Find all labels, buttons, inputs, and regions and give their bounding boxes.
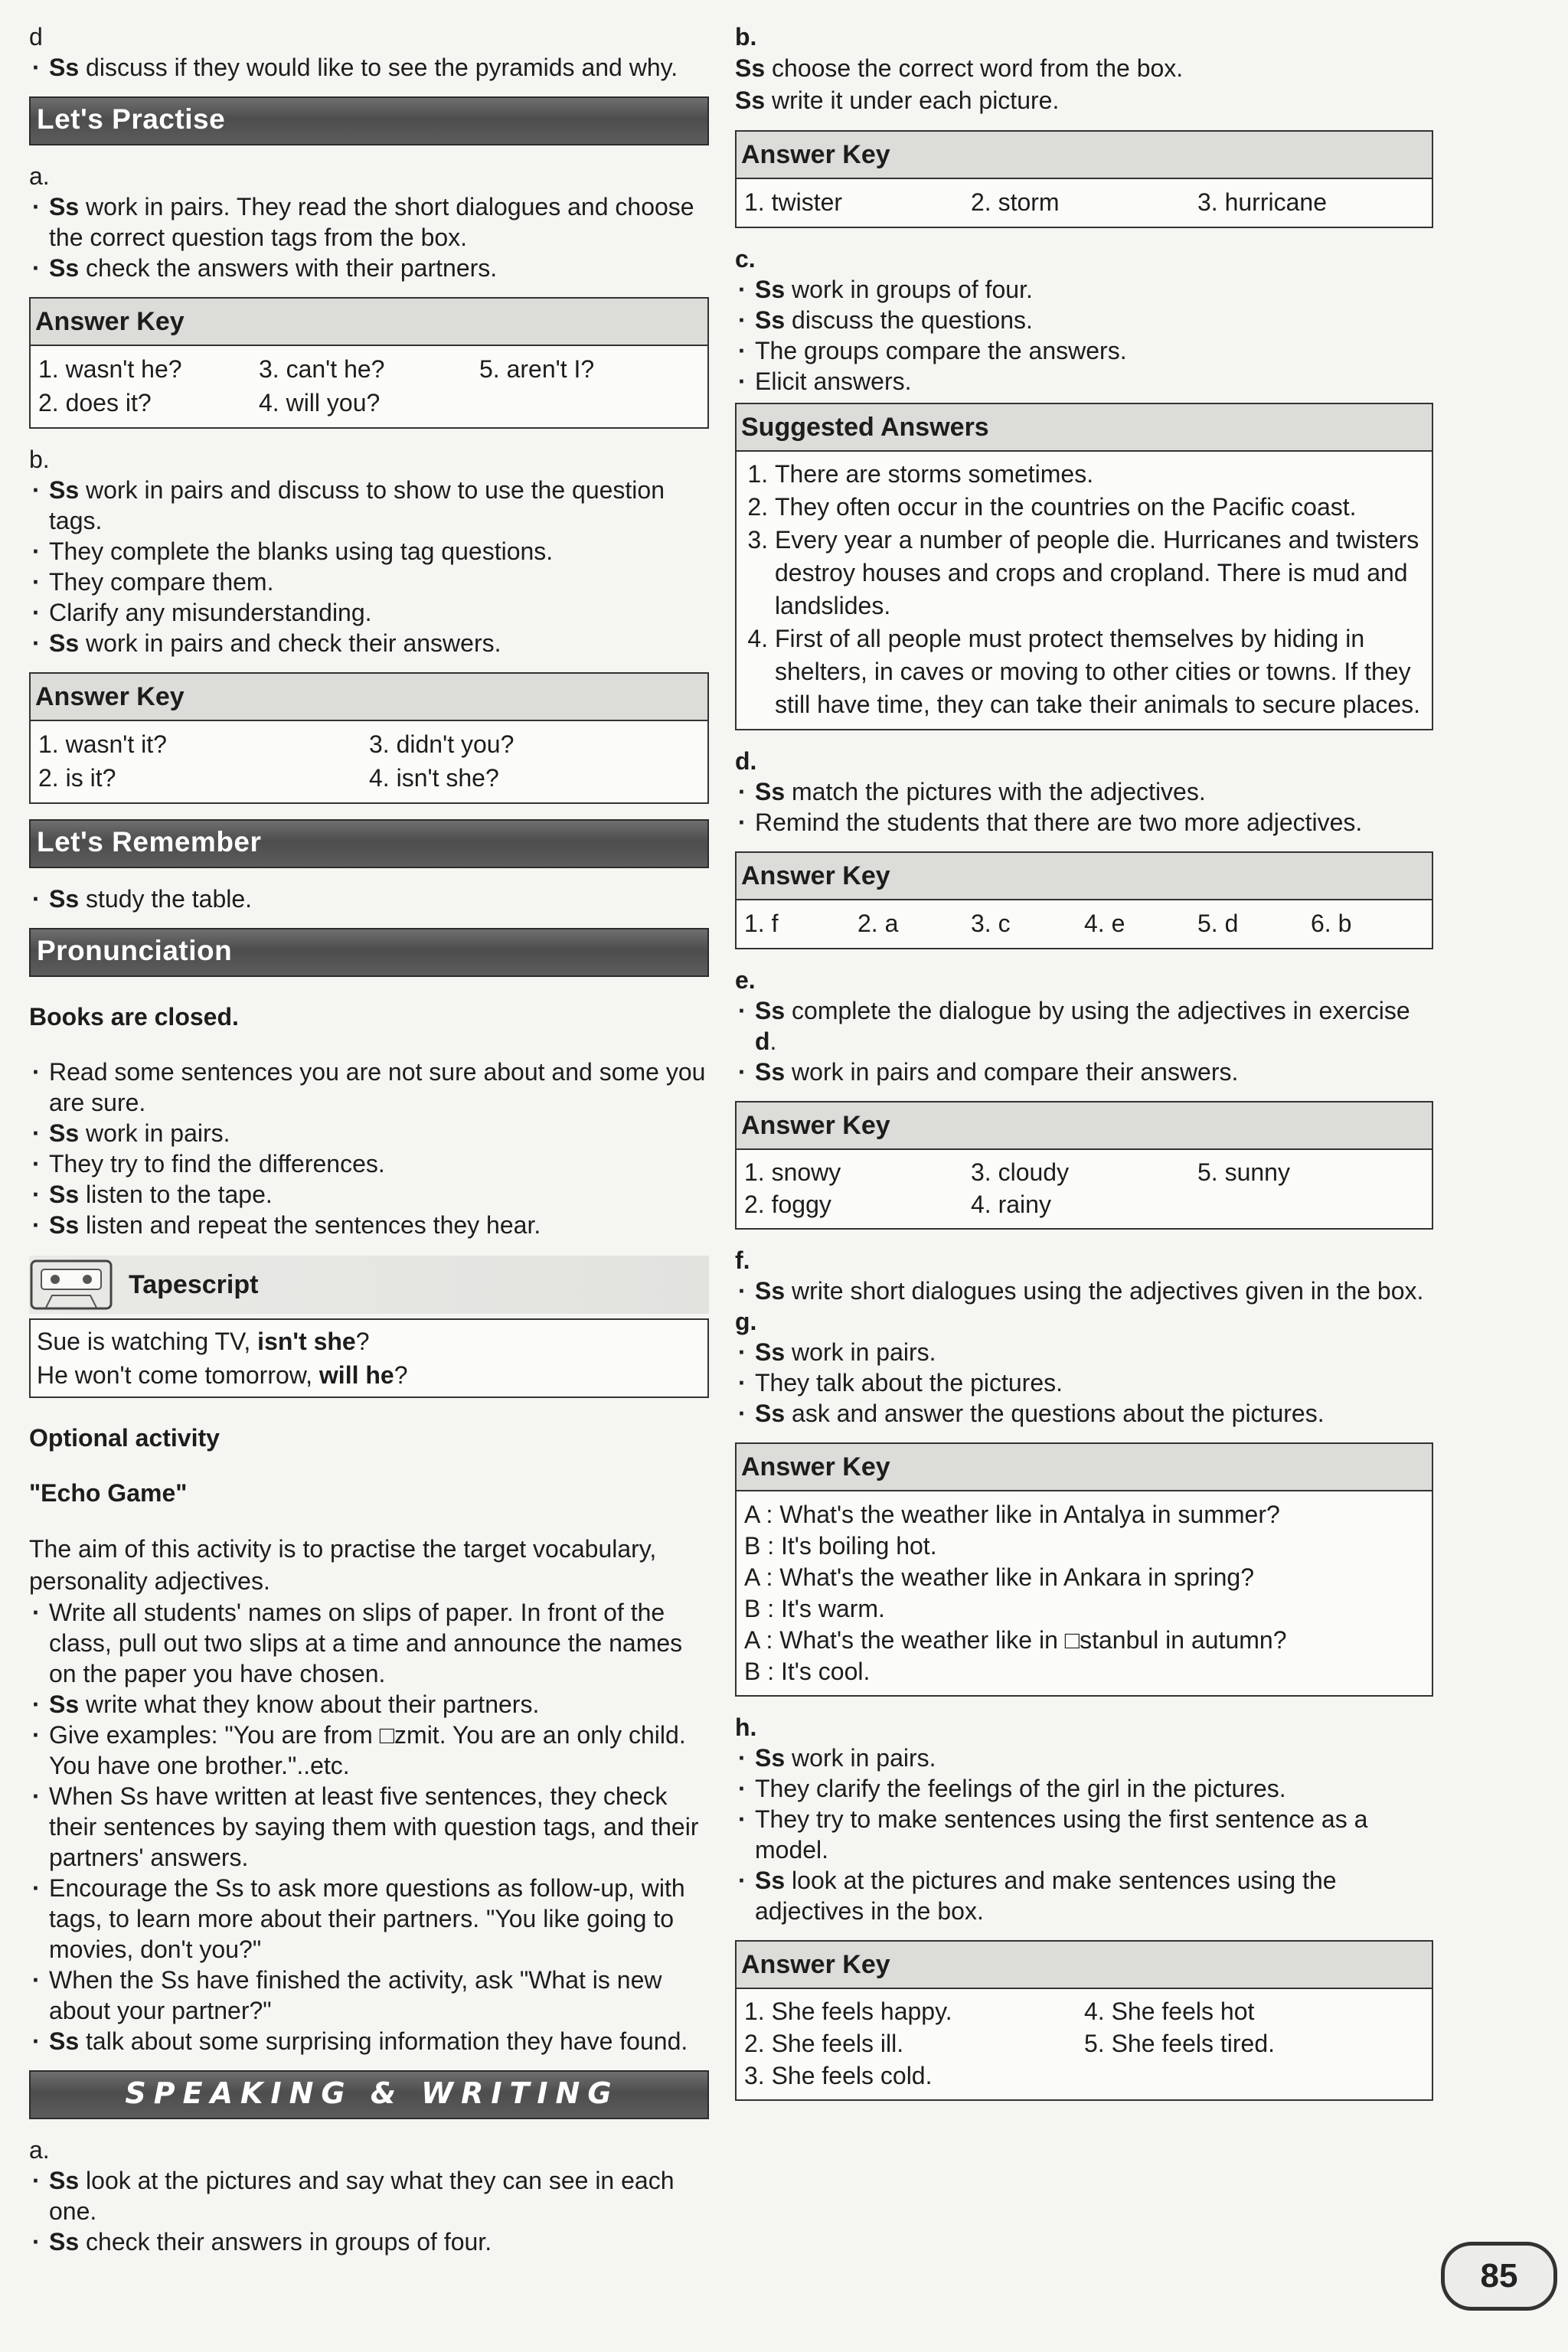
section-e-bullets <box>735 995 1433 1087</box>
list-item: · Ss look at the pictures and say what they can see in each one. <box>29 2165 709 2226</box>
answer-item: 3. She feels cold. <box>744 2062 933 2089</box>
section-b-letter: b. <box>735 23 757 51</box>
list-item: · They talk about the pictures. <box>735 1367 1433 1398</box>
section-b-letter: b. <box>29 446 50 473</box>
list-item: · Ss look at the pictures and make sentences using the adjectives in the box. <box>735 1865 1433 1926</box>
answer-key-body <box>737 1989 1432 2099</box>
answer-item: 1. twister <box>744 188 843 216</box>
answer-item: 1. f <box>744 910 779 937</box>
section-f-bullets <box>735 1276 1433 1306</box>
list-item: · Ss work in pairs. They read the short dialogues and choose the correct question tags from the box. <box>29 191 709 253</box>
list-item: · Ss work in pairs and compare their answers. <box>735 1057 1433 1087</box>
answer-item: 5. d <box>1197 910 1239 937</box>
section-d-letter: d. <box>735 747 757 775</box>
section-g-letter: g. <box>735 1308 757 1335</box>
answer-key-title: Answer Key <box>737 1102 1432 1150</box>
answer-item: 3. hurricane <box>1197 188 1327 216</box>
answer-item <box>1084 2060 1424 2092</box>
list-item: · Give examples: "You are from □zmit. You are an only child. You have one brother."..etc. <box>29 1720 709 1781</box>
speaking-a-letter: a. <box>29 2136 50 2164</box>
lets-remember-banner: Let's Remember <box>29 819 709 868</box>
answer-key-title: Answer Key <box>737 1444 1432 1491</box>
list-item: · Ss discuss if they would like to see the pyramids and why. <box>29 52 709 83</box>
answer-item: 3. cloudy <box>971 1158 1070 1186</box>
answer-item: 6. b <box>1311 910 1352 937</box>
list-item: 4. First of all people must protect themselves by hiding in shelters, in caves or moving to other cities or towns. If they still have time, they can take their animals to secure places. <box>775 622 1424 721</box>
section-h-bullets <box>735 1743 1433 1926</box>
list-item: · Ss work in pairs and check their answers. <box>29 628 709 658</box>
list-item: · Ss work in groups of four. <box>735 274 1433 305</box>
list-item: · Ss work in pairs. <box>735 1337 1433 1367</box>
optional-activity-title: Optional activity <box>29 1424 220 1452</box>
list-item: · They clarify the feelings of the girl in the pictures. <box>735 1773 1433 1804</box>
answer-key-box <box>735 1442 1433 1697</box>
answer-item: 3. didn't you? <box>369 730 514 758</box>
suggested-answers-title: Suggested Answers <box>737 404 1432 452</box>
tapescript-box <box>29 1318 709 1398</box>
answer-item: 1. She feels happy. <box>744 1998 952 2025</box>
answer-item: 2. storm <box>971 188 1060 216</box>
books-closed-heading: Books are closed. <box>29 1003 239 1031</box>
lets-remember-bullets <box>29 884 709 914</box>
answer-key-box <box>29 297 709 429</box>
answer-item: 2. does it? <box>38 389 152 416</box>
list-item: · When the Ss have finished the activity, ask "What is new about your partner?" <box>29 1965 709 2026</box>
answer-item: 3. can't he? <box>259 355 385 383</box>
section-f-letter: f. <box>735 1246 750 1274</box>
answer-key-body <box>737 900 1432 948</box>
left-column <box>29 21 709 2257</box>
answer-item: 2. a <box>858 910 899 937</box>
right-column <box>735 21 1433 2116</box>
section-d-bullets <box>29 52 709 83</box>
answer-item: 5. She feels tired. <box>1084 2030 1276 2057</box>
answer-item: 2. foggy <box>744 1191 831 1218</box>
section-c-letter: c. <box>735 245 756 273</box>
answer-item: 2. She feels ill. <box>744 2030 904 2057</box>
section-b-line: Ss choose the correct word from the box. <box>735 54 1184 82</box>
speaking-a-bullets <box>29 2165 709 2257</box>
answer-item: 1. wasn't it? <box>38 730 167 758</box>
section-e-letter: e. <box>735 966 756 994</box>
answer-item: 2. is it? <box>38 764 116 792</box>
answer-item: 3. c <box>971 910 1011 937</box>
dialogue-line: A : What's the weather like in Antalya in summer? <box>744 1501 1280 1528</box>
answer-key-box <box>735 130 1433 228</box>
list-item: · Ss ask and answer the questions about the pictures. <box>735 1398 1433 1429</box>
tapescript-line: Sue is watching TV, isn't she? <box>37 1328 370 1355</box>
dialogue-line: B : It's cool. <box>744 1658 871 1685</box>
list-item: · Ss listen and repeat the sentences they hear. <box>29 1210 709 1240</box>
answer-key-box <box>735 1940 1433 2101</box>
section-d-letter: d <box>29 23 43 51</box>
tapescript-line: He won't come tomorrow, will he? <box>37 1361 408 1389</box>
suggested-answers-body <box>737 452 1432 729</box>
answer-key-body <box>31 721 707 802</box>
answer-key-body <box>31 346 707 427</box>
list-item: · The groups compare the answers. <box>735 335 1433 366</box>
echo-game-title: "Echo Game" <box>29 1479 188 1507</box>
optional-aim: The aim of this activity is to practise the target vocabulary, personality adjectives. <box>29 1535 657 1595</box>
answer-item: 4. isn't she? <box>369 764 499 792</box>
list-item: · They try to make sentences using the first sentence as a model. <box>735 1804 1433 1865</box>
answer-key-title: Answer Key <box>737 132 1432 179</box>
list-item: · Ss check the answers with their partners. <box>29 253 709 283</box>
list-item: · Remind the students that there are two more adjectives. <box>735 807 1433 838</box>
section-a-letter: a. <box>29 162 50 190</box>
list-item: · Write all students' names on slips of paper. In front of the class, pull out two slips at a time and announce the names on the paper you have chosen. <box>29 1597 709 1689</box>
list-item: · Read some sentences you are not sure about and some you are sure. <box>29 1057 709 1118</box>
answer-item: 5. sunny <box>1197 1158 1290 1186</box>
answer-key-title: Answer Key <box>737 1942 1432 1989</box>
pronunciation-banner: Pronunciation <box>29 928 709 977</box>
dialogue-line: A : What's the weather like in Ankara in spring? <box>744 1563 1255 1591</box>
list-item: 3. Every year a number of people die. Hurricanes and twisters destroy houses and crops and cropland. There is mud and landslides. <box>775 524 1424 622</box>
answer-key-box <box>735 1101 1433 1230</box>
list-item: · Ss write what they know about their partners. <box>29 1689 709 1720</box>
section-b-line: Ss write it under each picture. <box>735 87 1060 114</box>
list-item: · Ss listen to the tape. <box>29 1179 709 1210</box>
list-item: 2. They often occur in the countries on the Pacific coast. <box>775 491 1424 524</box>
list-item: · Ss complete the dialogue by using the adjectives in exercise d. <box>735 995 1433 1057</box>
answer-key-title: Answer Key <box>31 299 707 346</box>
dialogue-line: A : What's the weather like in □stanbul in autumn? <box>744 1626 1287 1654</box>
list-item: · Elicit answers. <box>735 366 1433 397</box>
answer-key-title: Answer Key <box>737 853 1432 900</box>
list-item: · They complete the blanks using tag questions. <box>29 536 709 567</box>
list-item: · Ss discuss the questions. <box>735 305 1433 335</box>
section-a-bullets <box>29 191 709 283</box>
list-item: · Ss work in pairs. <box>29 1118 709 1148</box>
answer-item: 1. snowy <box>744 1158 841 1186</box>
list-item: · Encourage the Ss to ask more questions as follow-up, with tags, to learn more about their partners. "You like going to movies, don't you?" <box>29 1873 709 1965</box>
tapescript-header <box>29 1256 709 1314</box>
section-b-bullets <box>29 475 709 658</box>
list-item: · Ss work in pairs and discuss to show to use the question tags. <box>29 475 709 536</box>
answer-key-box <box>735 851 1433 949</box>
dialogue-line: B : It's warm. <box>744 1595 885 1622</box>
list-item: · Clarify any misunderstanding. <box>29 597 709 628</box>
section-c-bullets <box>735 274 1433 397</box>
list-item: · Ss talk about some surprising information they have found. <box>29 2026 709 2056</box>
list-item: · They try to find the differences. <box>29 1148 709 1179</box>
answer-item <box>1197 1188 1424 1220</box>
list-item: · Ss match the pictures with the adjectives. <box>735 776 1433 807</box>
speaking-writing-banner: SPEAKING & WRITING <box>29 2070 709 2119</box>
list-item: · Ss check their answers in groups of four. <box>29 2226 709 2257</box>
list-item: · They compare them. <box>29 567 709 597</box>
lets-practise-banner: Let's Practise <box>29 96 709 145</box>
suggested-answers-box <box>735 403 1433 730</box>
answer-key-box <box>29 672 709 804</box>
list-item: · When Ss have written at least five sentences, they check their sentences by saying them with question tags, and their partners' answers. <box>29 1781 709 1873</box>
list-item: · Ss study the table. <box>29 884 709 914</box>
answer-item: 4. rainy <box>971 1191 1051 1218</box>
cassette-tape-icon <box>29 1259 113 1311</box>
answer-item <box>479 386 700 420</box>
answer-item: 1. wasn't he? <box>38 355 182 383</box>
page-number: 85 <box>1441 2242 1557 2311</box>
optional-bullets <box>29 1597 709 2056</box>
answer-key-body <box>737 179 1432 227</box>
dialogue-line: B : It's boiling hot. <box>744 1532 937 1560</box>
section-h-letter: h. <box>735 1713 757 1741</box>
answer-key-body <box>737 1491 1432 1695</box>
answer-item: 4. e <box>1084 910 1125 937</box>
list-item: · Ss work in pairs. <box>735 1743 1433 1773</box>
list-item: 1. There are storms sometimes. <box>775 458 1424 491</box>
section-g-bullets <box>735 1337 1433 1429</box>
pronunciation-bullets <box>29 1057 709 1240</box>
section-d-bullets <box>735 776 1433 838</box>
answer-item: 5. aren't I? <box>479 355 595 383</box>
answer-item: 4. She feels hot <box>1084 1998 1255 2025</box>
tapescript-title: Tapescript <box>129 1269 259 1299</box>
answer-key-title: Answer Key <box>31 674 707 721</box>
answer-item: 4. will you? <box>259 389 381 416</box>
suggested-answers-list <box>744 458 1424 721</box>
answer-key-body <box>737 1150 1432 1228</box>
list-item: · Ss write short dialogues using the adjectives given in the box. <box>735 1276 1433 1306</box>
